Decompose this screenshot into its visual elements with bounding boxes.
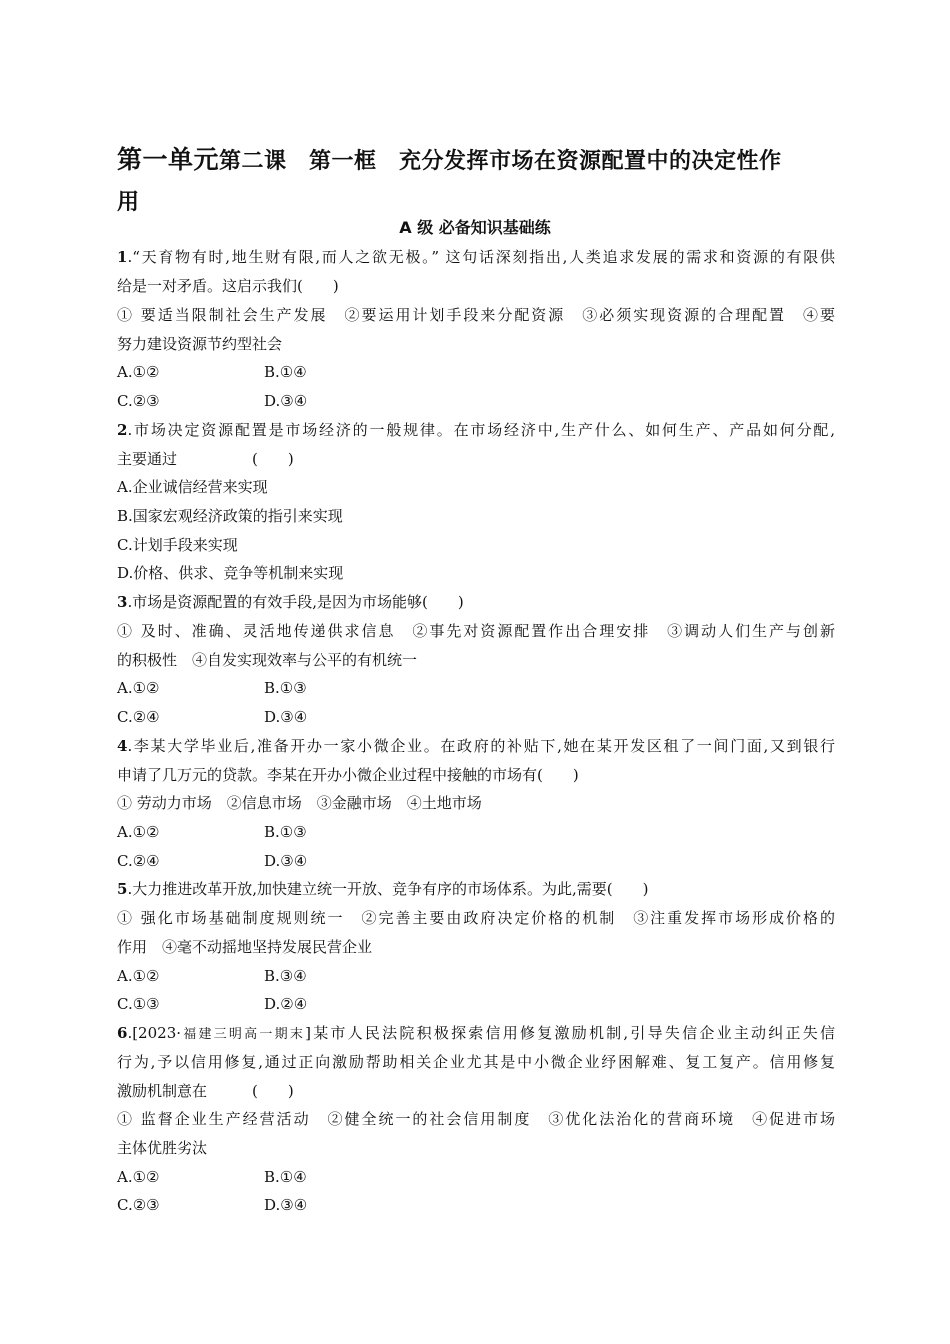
q2-option-c[interactable]: C.计划手段来实现 [117, 536, 238, 554]
q2-stem-line-2: 主要通过 ( ) [117, 450, 294, 468]
q6-source-open: .[2023· [127, 1024, 181, 1042]
q2-number: 2 [117, 421, 128, 439]
q2-option-b[interactable]: B.国家宏观经济政策的指引来实现 [117, 507, 343, 525]
q4-option-b[interactable]: B.①③ [264, 823, 307, 841]
q5-statements-2: 作用 ④毫不动摇地坚持发展民营企业 [117, 938, 373, 956]
q1-stem-text: .“天育物有时,地生财有限,而人之欲无极。” 这句话深刻指出,人类追求发展的需求和资源的有限供 [127, 248, 835, 266]
q6-source-label: 福建三明高一期末 [181, 1027, 306, 1042]
q5-option-a[interactable]: A.①② [117, 967, 160, 985]
q5-option-c[interactable]: C.①③ [117, 995, 160, 1013]
q6-option-b[interactable]: B.①④ [264, 1168, 307, 1186]
q2-stem-text: .市场决定资源配置是市场经济的一般规律。在市场经济中,生产什么、如何生产、产品如何分配, [127, 421, 835, 439]
q1-option-b[interactable]: B.①④ [264, 363, 307, 381]
q2-option-a[interactable]: A.企业诚信经营来实现 [117, 478, 268, 496]
q4-statements: ① 劳动力市场 ②信息市场 ③金融市场 ④土地市场 [117, 794, 482, 812]
lesson-title [117, 140, 837, 222]
q5-option-d[interactable]: D.②④ [264, 995, 308, 1013]
q6-number: 6 [117, 1024, 128, 1042]
q6-option-d[interactable]: D.③④ [264, 1196, 308, 1214]
title-lesson: 第二课 第一框 充分发挥市场在资源配置中的决定性作 [219, 149, 782, 174]
q3-statements-2: 的积极性 ④自发实现效率与公平的有机统一 [117, 651, 418, 669]
q6-stem-text: ]某市人民法院积极探索信用修复激励机制,引导失信企业主动纠正失信 [305, 1024, 835, 1042]
q5-stem-text: .大力推进改革开放,加快建立统一开放、竞争有序的市场体系。为此,需要( ) [127, 880, 649, 898]
q6-option-a[interactable]: A.①② [117, 1168, 160, 1186]
q2-option-d[interactable]: D.价格、供求、竞争等机制来实现 [117, 564, 344, 582]
q3-option-c[interactable]: C.②④ [117, 708, 160, 726]
q6-stem-line-3: 激励机制意在 ( ) [117, 1082, 294, 1100]
q6-statements: ① 监督企业生产经营活动 ②健全统一的社会信用制度 ③优化法治化的营商环境 ④促进市场 [117, 1110, 835, 1128]
q6-option-c[interactable]: C.②③ [117, 1196, 160, 1214]
q1-option-a[interactable]: A.①② [117, 363, 160, 381]
q6-stem-line-2: 行为,予以信用修复,通过正向激励帮助相关企业尤其是中小微企业纾困解难、复工复产。信用修复 [117, 1053, 835, 1071]
q3-option-a[interactable]: A.①② [117, 679, 160, 697]
q5-option-b[interactable]: B.③④ [264, 967, 307, 985]
q6-stem-line [117, 1023, 835, 1045]
section-heading: A 级 必备知识基础练 [399, 218, 551, 237]
q3-stem-line [117, 592, 835, 612]
q1-statements-2: 努力建设资源节约型社会 [117, 335, 283, 353]
q4-stem-text: .李某大学毕业后,准备开办一家小微企业。在政府的补贴下,她在某开发区租了一间门面,又到银行 [127, 737, 835, 755]
q3-option-b[interactable]: B.①③ [264, 679, 307, 697]
q4-number: 4 [117, 737, 128, 755]
q3-option-d[interactable]: D.③④ [264, 708, 308, 726]
q1-stem-line [117, 247, 835, 267]
q2-stem-line [117, 420, 835, 440]
q4-option-c[interactable]: C.②④ [117, 852, 160, 870]
q1-option-d[interactable]: D.③④ [264, 392, 308, 410]
q4-option-d[interactable]: D.③④ [264, 852, 308, 870]
q4-option-a[interactable]: A.①② [117, 823, 160, 841]
q5-stem-line [117, 879, 835, 899]
q6-statements-2: 主体优胜劣汰 [117, 1139, 208, 1157]
q1-option-c[interactable]: C.②③ [117, 392, 160, 410]
q3-statements: ① 及时、准确、灵活地传递供求信息 ②事先对资源配置作出合理安排 ③调动人们生产与创新 [117, 622, 835, 640]
q1-number: 1 [117, 248, 128, 266]
q3-number: 3 [117, 593, 128, 611]
q1-stem-line-2: 给是一对矛盾。这启示我们( ) [117, 277, 339, 295]
q4-stem-line [117, 736, 835, 756]
q1-statements: ① 要适当限制社会生产发展 ②要运用计划手段来分配资源 ③必须实现资源的合理配置 ④要 [117, 306, 835, 324]
q3-stem-text: .市场是资源配置的有效手段,是因为市场能够( ) [127, 593, 464, 611]
title-unit: 第一单元 [117, 145, 220, 174]
q5-number: 5 [117, 880, 128, 898]
q5-statements: ① 强化市场基础制度规则统一 ②完善主要由政府决定价格的机制 ③注重发挥市场形成价格的 [117, 909, 835, 927]
q4-stem-line-2: 申请了几万元的贷款。李某在开办小微企业过程中接触的市场有( ) [117, 766, 579, 784]
title-wrap: 用 [117, 190, 140, 215]
